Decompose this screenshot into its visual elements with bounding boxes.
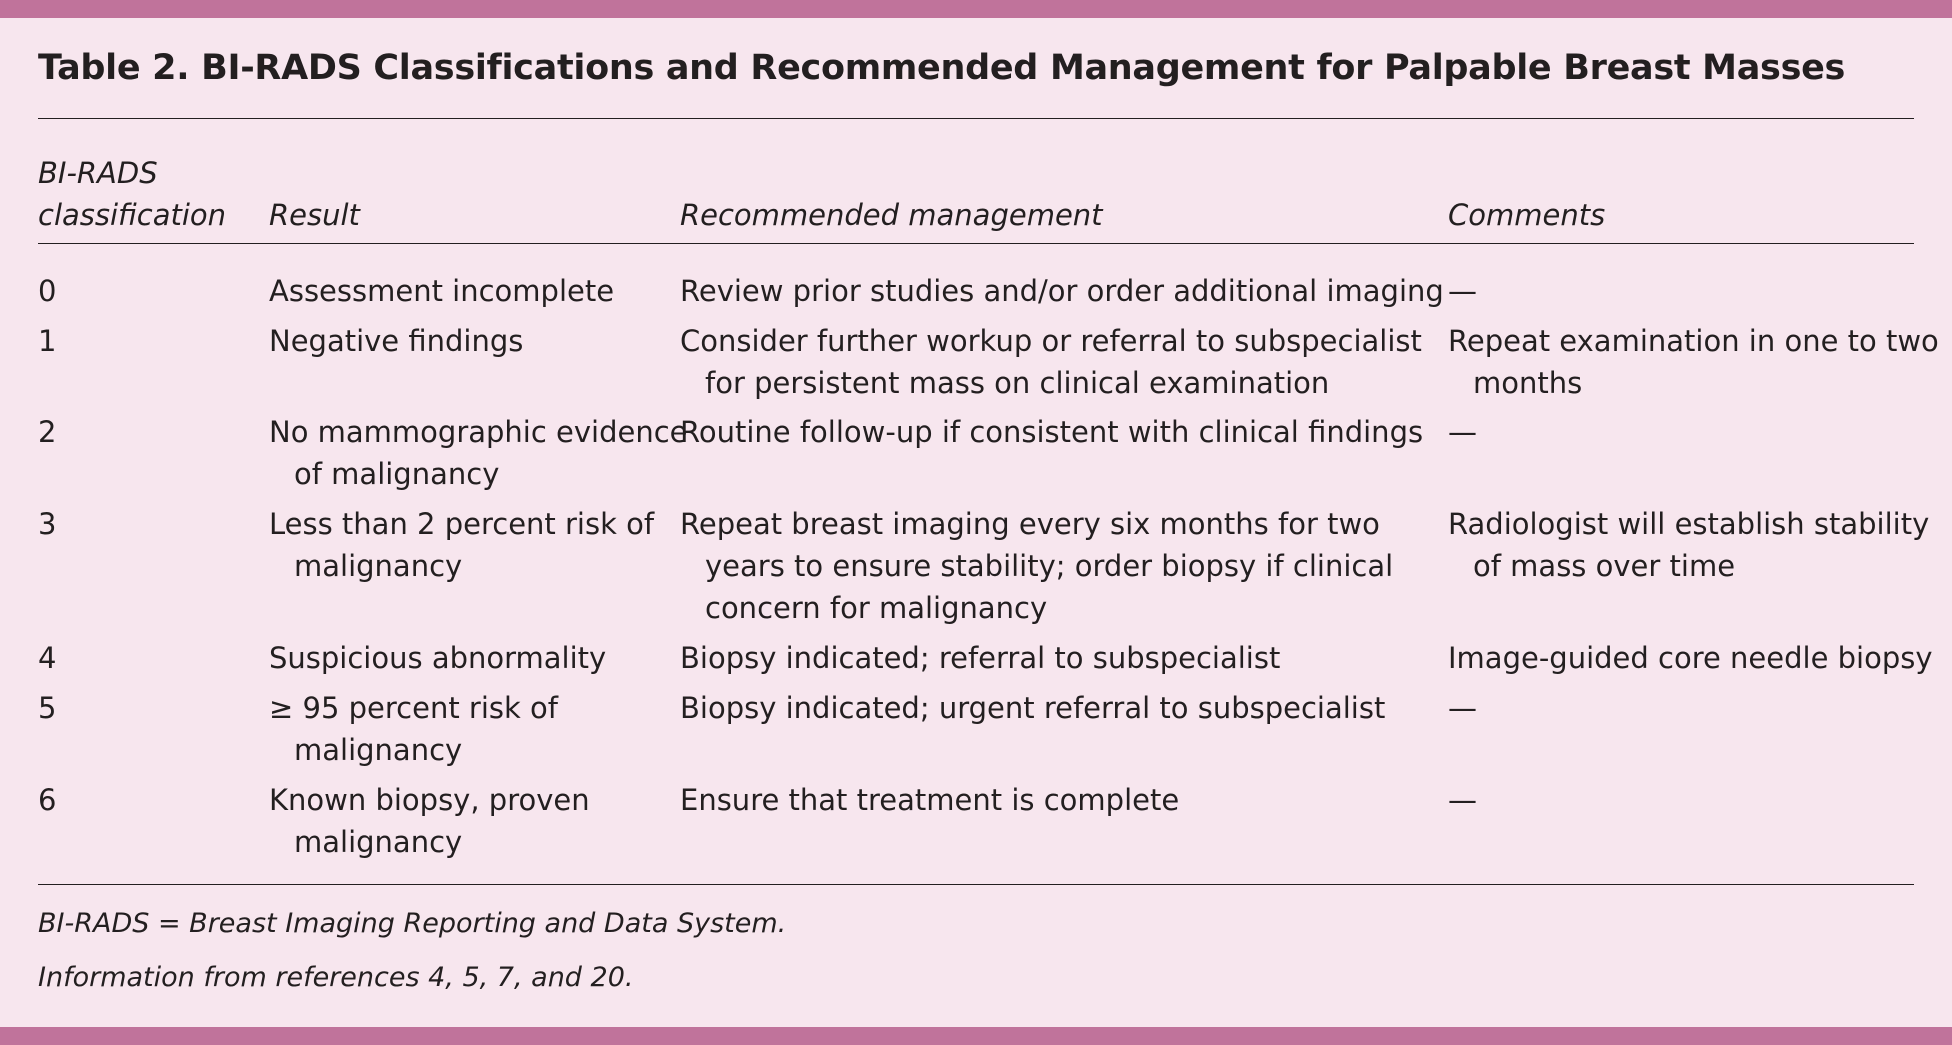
header-classification-line2: classification — [38, 198, 227, 232]
table-row — [38, 779, 1914, 871]
table-row — [38, 320, 1939, 411]
row-classification: 0 — [38, 274, 57, 308]
row-result: Less than 2 percent risk of malignancy — [269, 507, 655, 583]
row-comments: — — [1448, 691, 1477, 725]
table-row — [38, 503, 1930, 637]
row-management: Review prior studies and/or order additional imaging — [680, 274, 1444, 308]
row-management: Routine follow-up if consistent with clinical findings — [680, 415, 1424, 449]
row-classification: 2 — [38, 415, 57, 449]
table-row — [38, 270, 1914, 320]
row-classification: 4 — [38, 641, 57, 675]
table-header — [38, 152, 1914, 236]
header-comments: Comments — [1448, 198, 1606, 232]
row-classification: 1 — [38, 324, 57, 358]
header-classification — [38, 152, 226, 236]
bottom-accent-bar — [0, 1027, 1952, 1045]
row-management: Repeat breast imaging every six months for two years to ensure stability; order biopsy if clinical concern for malignancy — [680, 507, 1394, 625]
row-result: Known biopsy, proven malignancy — [269, 783, 590, 859]
row-management: Biopsy indicated; urgent referral to subspecialist — [680, 691, 1386, 725]
row-comments: — — [1448, 415, 1477, 449]
header-classification-line1: BI-RADS — [38, 156, 158, 190]
row-comments: — — [1448, 274, 1477, 308]
row-result: Suspicious abnormality — [269, 641, 607, 675]
row-result: Negative findings — [269, 324, 524, 358]
row-comments: Radiologist will establish stability of mass over time — [1448, 507, 1930, 583]
header-result: Result — [269, 198, 360, 232]
row-classification: 3 — [38, 507, 57, 541]
table-title: Table 2. BI-RADS Classifications and Recommended Management for Palpable Breast Masses — [38, 48, 1846, 88]
header-management: Recommended management — [680, 198, 1103, 232]
header-divider — [38, 243, 1914, 244]
row-comments: Repeat examination in one to two months — [1448, 324, 1939, 400]
row-management: Ensure that treatment is complete — [680, 783, 1180, 817]
table-row — [38, 637, 1933, 687]
row-classification: 5 — [38, 691, 57, 725]
title-divider — [38, 118, 1914, 119]
top-accent-bar — [0, 0, 1952, 18]
row-result: No mammographic evidence of malignancy — [269, 415, 688, 491]
table-row — [38, 687, 1914, 779]
row-comments: Image-guided core needle biopsy — [1448, 641, 1933, 675]
footnote-source: Information from references 4, 5, 7, and 20. — [38, 962, 634, 993]
table-row — [38, 411, 1914, 503]
row-classification: 6 — [38, 783, 57, 817]
row-result: Assessment incomplete — [269, 274, 615, 308]
row-comments: — — [1448, 783, 1477, 817]
footnote-abbreviation: BI-RADS = Breast Imaging Reporting and Data System. — [38, 908, 787, 939]
table-body — [38, 270, 1939, 871]
row-management: Consider further workup or referral to subspecialist for persistent mass on clinical examination — [680, 324, 1422, 400]
row-result: ≥ 95 percent risk of malignancy — [269, 691, 558, 767]
row-management: Biopsy indicated; referral to subspecialist — [680, 641, 1281, 675]
table-bottom-divider — [38, 884, 1914, 885]
